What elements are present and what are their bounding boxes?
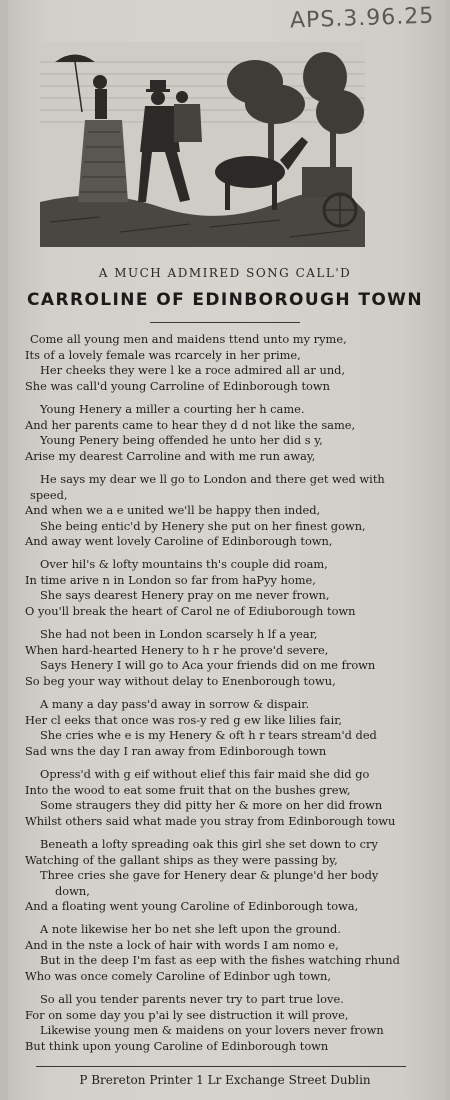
verse-line: Three cries she gave for Henery dear & plunge'd her body (40, 868, 379, 882)
verse-line: So all you tender parents never try to part true love. (40, 992, 344, 1006)
stanza-9 (0, 922, 450, 984)
verse-line: Her cheeks they were l ke a roce admired all ar und, (40, 363, 346, 377)
verse-line: Says Henery I will go to Aca your friends did on me frown (40, 658, 376, 672)
verse-line: down, (55, 883, 90, 898)
stanza-4 (0, 557, 450, 619)
verse-line: A note likewise her bo net she left upon the ground. (40, 922, 341, 936)
verse-line: For on some day you p'ai ly see distruction it will prove, (25, 1007, 349, 1022)
verse-line: Her cl eeks that once was ros-y red g ew like lilies fair, (25, 712, 343, 727)
verse-line: Young Henery a miller a courting her h came. (40, 402, 305, 416)
verse-line: Watching of the gallant ships as they were passing by, (25, 852, 338, 867)
woodcut-illustration (40, 42, 365, 247)
song-subtitle: A MUCH ADMIRED SONG CALL'D (98, 266, 352, 280)
stanza-7 (0, 767, 450, 829)
verse-line: Who was once comely Caroline of Edinbor ugh town, (25, 968, 331, 983)
printer-imprint: P Brereton Printer 1 Lr Exchange Street Dublin (79, 1073, 371, 1087)
verse-line: Opress'd with g eif without elief this fair maid she did go (40, 767, 370, 781)
shelfmark: APS.3.96.25 (289, 3, 435, 34)
verse-line: O you'll break the heart of Carol ne of Ediuborough town (25, 603, 356, 618)
verse-line: Some straugers they did pitty her & more on her did frown (40, 798, 383, 812)
verse-line: But think upon young Caroline of Edinborough town (25, 1038, 329, 1053)
verse-line: When hard-hearted Henery to h r he prove'd severe, (25, 642, 329, 657)
stanza-8 (0, 837, 450, 915)
verse-line: So beg your way without delay to Enenborough towu, (25, 673, 336, 688)
song-title: CARROLINE OF EDINBOROUGH TOWN (27, 290, 423, 310)
stanza-1 (0, 332, 450, 394)
verse-line: A many a day pass'd away in sorrow & dispair. (40, 697, 310, 711)
verse-line: And a floating went young Caroline of Edinborough towa, (25, 899, 359, 913)
verse-line: Sad wns the day I ran away from Edinborough town (25, 743, 327, 758)
verse-line: And when we a e united we'll be happy then inded, (25, 503, 321, 517)
stanza-6 (0, 697, 450, 759)
verse-line: Its of a lovely female was rcarcely in her prime, (25, 347, 301, 362)
verse-line: She says dearest Henery pray on me never frown, (40, 588, 330, 602)
stanza-3 (0, 472, 450, 550)
footer-rule (36, 1066, 406, 1067)
verse-line: speed, (30, 487, 68, 502)
title-rule (150, 322, 300, 323)
stanza-5 (0, 627, 450, 689)
stanza-2 (0, 402, 450, 464)
verse-line: Likewise young men & maidens on your lovers never frown (40, 1023, 384, 1037)
verse-line: Over hil's & lofty mountains th's couple did roam, (40, 557, 328, 571)
verse-line: She had not been in London scarsely h lf a year, (40, 627, 318, 641)
verse-line: But in the deep I'm fast as eep with the fishes watching rhund (40, 953, 400, 967)
verse-line: Come all young men and maidens ttend unto my ryme, (30, 332, 347, 346)
verse-line: Beneath a lofty spreading oak this girl she set down to cry (40, 837, 378, 851)
stanza-10 (0, 992, 450, 1054)
verse-line: Whilst others said what made you stray from Edinborough towu (25, 813, 396, 828)
verse-line: Into the wood to eat some fruit that on the bushes grew, (25, 782, 351, 797)
verse-line: In time arive n in London so far from haPyy home, (25, 572, 316, 587)
verse-line: And away went lovely Caroline of Edinborough town, (25, 534, 333, 548)
verse-line: She cries whe e is my Henery & oft h r tears stream'd ded (40, 728, 377, 742)
verse-line: She being entic'd by Henery she put on her finest gown, (40, 518, 366, 533)
verse-line: He says my dear we ll go to London and there get wed with (40, 472, 385, 486)
verse-line: And her parents came to hear they d d not like the same, (25, 417, 356, 432)
verse-line: And in the nste a lock of hair with words I am nomo e, (25, 937, 339, 952)
verse-line: Arise my dearest Carroline and with me run away, (25, 448, 316, 463)
verse-line: Young Penery being offended he unto her did s y, (40, 433, 323, 447)
verse-line: She was call'd young Carroline of Edinborough town (25, 378, 330, 393)
